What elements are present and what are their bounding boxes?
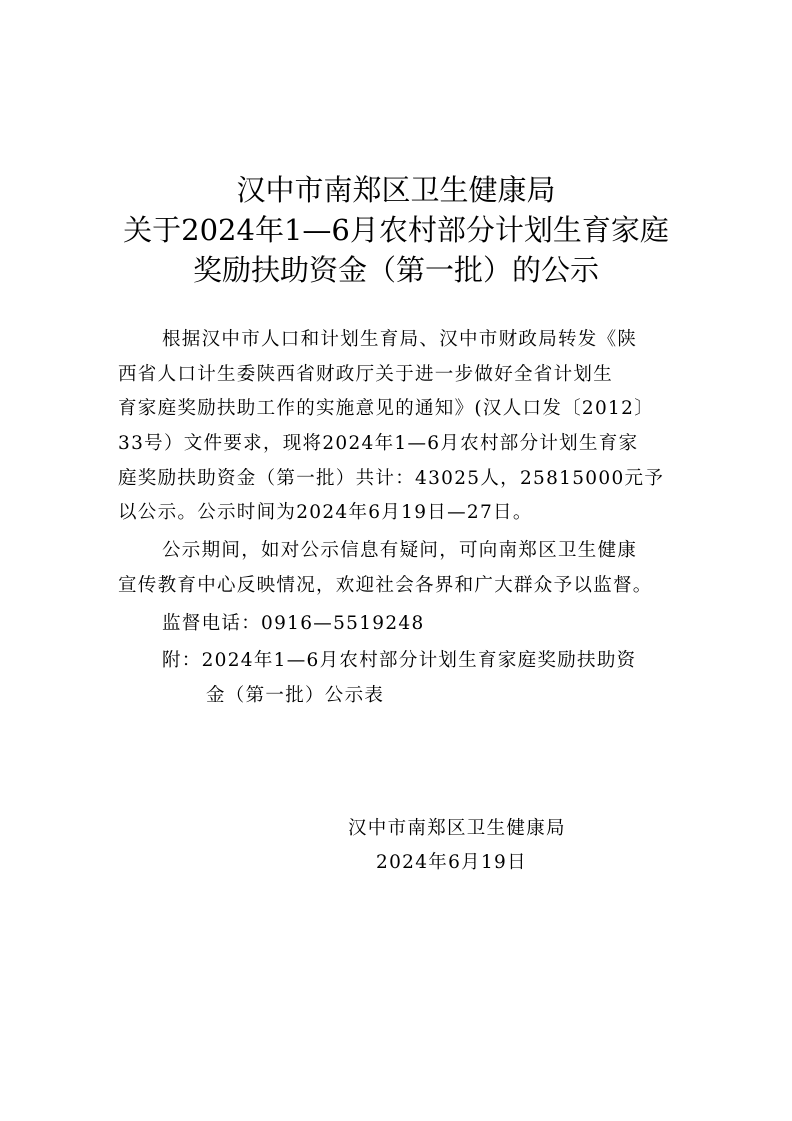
paragraph-line: 公示期间，如对公示信息有疑问，可向南郑区卫生健康	[162, 540, 638, 562]
paragraph-line: 33号）文件要求，现将2024年1—6月农村部分计划生育家	[118, 433, 639, 455]
attachment-line: 金（第一批）公示表	[206, 684, 385, 706]
paragraph-line: 根据汉中市人口和计划生育局、汉中市财政局转发《陕	[162, 329, 638, 350]
paragraph-line: 西省人口计生委陕西省财政厅关于进一步做好全省计划生	[118, 363, 614, 385]
signature-organization: 汉中市南郑区卫生健康局	[348, 818, 566, 839]
document-body	[118, 323, 678, 714]
paragraph-line: 宣传教育中心反映情况，欢迎社会各界和广大群众予以监督。	[118, 574, 653, 596]
attachment-line: 附：2024年1—6月农村部分计划生育家庭奖励扶助资	[162, 650, 637, 672]
title-line-1: 汉中市南郑区卫生健康局	[236, 173, 556, 207]
hotline-text: 监督电话：0916—5519248	[162, 612, 425, 634]
paragraph-line: 庭奖励扶助资金（第一批）共计：43025人，25815000元予	[118, 467, 665, 489]
paragraph-supervision	[118, 534, 678, 603]
title-line-2: 关于2024年1—6月农村部分计划生育家庭	[123, 213, 669, 247]
paragraph-line: 育家庭奖励扶助工作的实施意见的通知》(汉人口发〔2012〕	[118, 398, 655, 420]
signature-block	[340, 812, 600, 880]
title-line-3: 奖励扶助资金（第一批）的公示	[192, 253, 599, 287]
paragraph-line: 以公示。公示时间为2024年6月19日—27日。	[118, 502, 533, 524]
signature-date: 2024年6月19日	[376, 852, 527, 873]
attachment-note	[118, 644, 678, 713]
document-title	[100, 170, 692, 290]
paragraph-announcement	[118, 323, 678, 531]
